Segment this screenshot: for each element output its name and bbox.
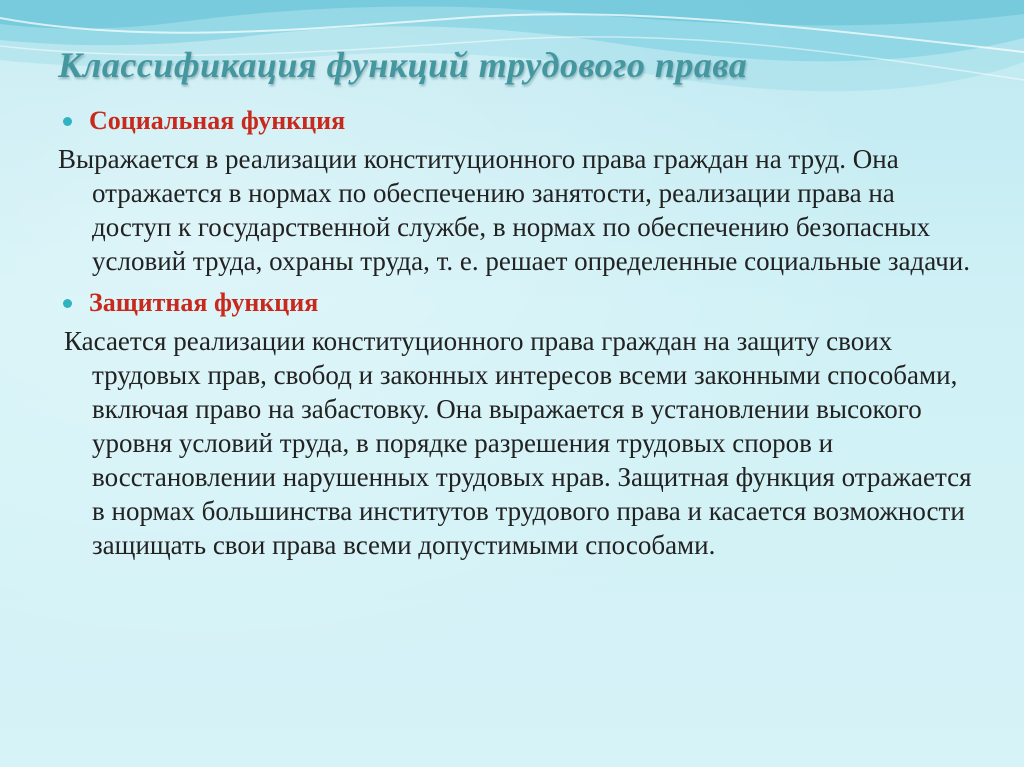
protective-function-text: Касается реализации конституционного права граждан на защиту своих трудовых прав, свобод и законных интересов всеми законными способами, включая право на забастовку. Она выражается в установлении высокого уровня условий труда, в порядке разрешения трудовых споров и восстановлении нарушенных трудовых нрав. Защитная функция отражается в нормах большинства институтов трудового права и касается возможности защищать свои права всеми допустимыми способами. (64, 326, 972, 560)
slide-title: Классификация функций трудового права (58, 45, 748, 85)
social-function-heading: Социальная функция (89, 106, 346, 135)
bullet-icon (63, 117, 72, 126)
slide-content (58, 104, 978, 562)
section-protective-heading-row (58, 286, 978, 320)
bullet-icon (63, 299, 72, 308)
protective-function-heading: Защитная функция (89, 288, 319, 317)
section-social-heading-row (58, 104, 978, 138)
social-function-text: Выражается в реализации конституционного права граждан на труд. Она отражается в нормах по обеспечению занятости, реализации права на доступ к государственной службе, в нормах по обеспечению безопасных условий труда, охраны труда, т. е. решает определенные социальные задачи. (58, 144, 970, 276)
